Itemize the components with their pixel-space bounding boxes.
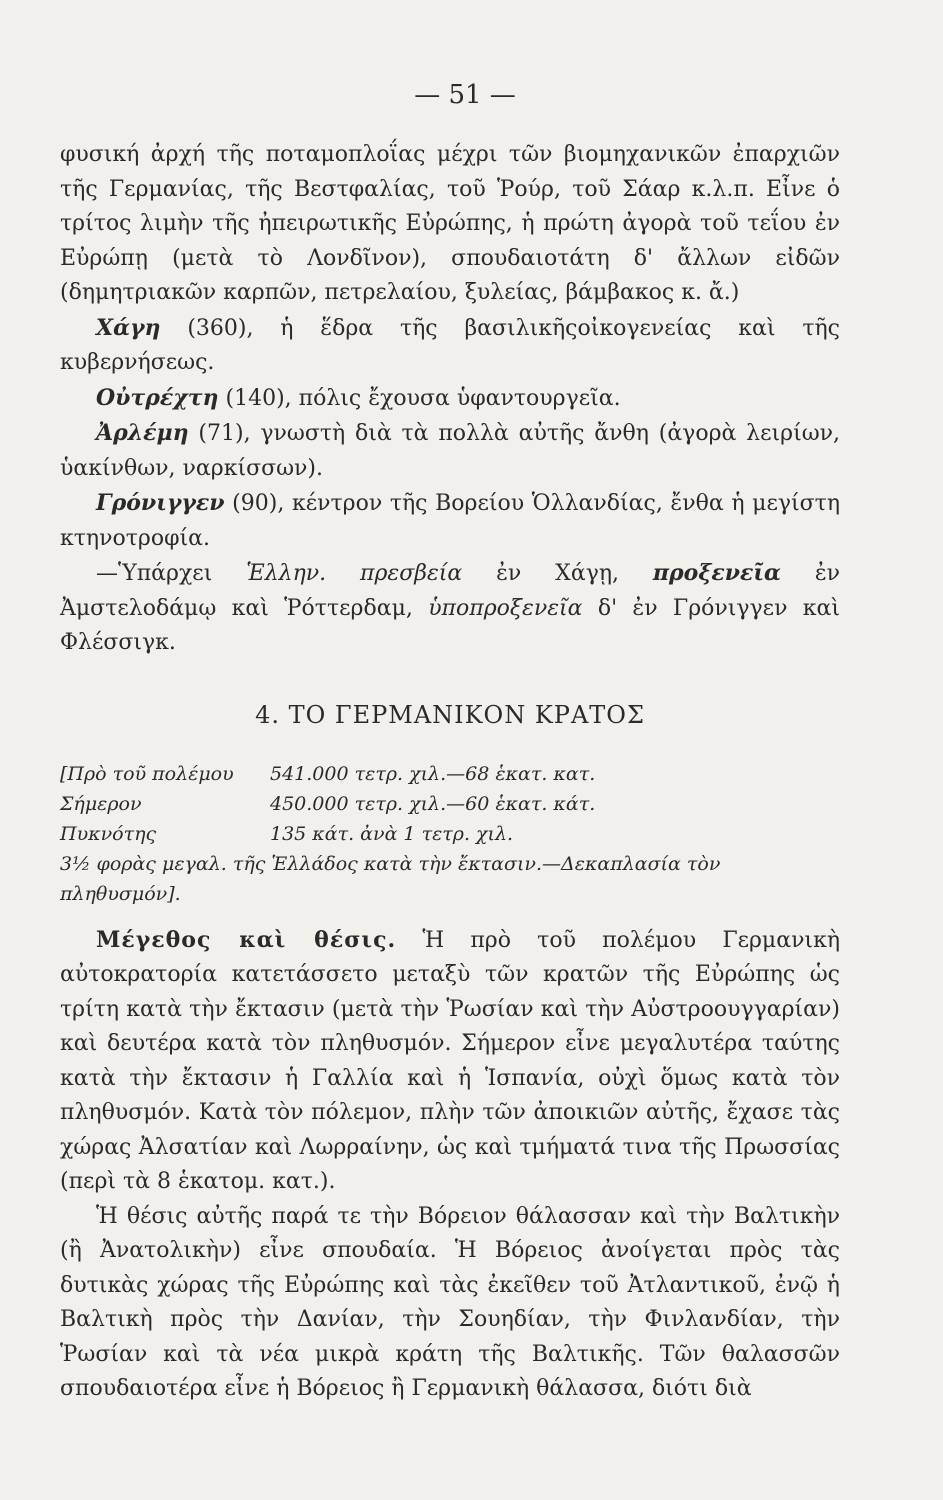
consulate-paragraph <box>60 556 840 661</box>
embassy-text: Ἑλλην. πρεσβεία <box>246 561 463 586</box>
stats-value: 541.000 τετρ. χιλ.—68 ἑκατ. κατ. <box>270 762 596 785</box>
city-name: Ἀρλέμη <box>96 420 189 446</box>
city-description: (90), κέντρον τῆς Βορείου Ὁλλανδίας, ἔνθα ἡ μεγίστη κτηνοτροφία. <box>60 491 840 551</box>
city-name: Γρόνιγγεν <box>96 490 225 516</box>
city-entry-utrecht <box>60 381 840 417</box>
book-page <box>60 80 840 1407</box>
city-entry-groningen <box>60 486 840 556</box>
section-heading: 4. ΤΟ ΓΕΡΜΑΝΙΚΟΝ ΚΡΑΤΟΣ <box>255 700 645 729</box>
stats-label: [Πρὸ τοῦ πολέμου <box>60 762 234 785</box>
stats-row <box>60 789 840 819</box>
consul-text: προξενεῖα <box>652 560 781 586</box>
stats-value: 450.000 τετρ. χιλ.—60 ἑκατ. κάτ. <box>270 792 596 815</box>
city-description: (140), πόλις ἔχουσα ὑφαντουργεῖα. <box>218 385 621 411</box>
size-paragraph <box>60 923 840 1200</box>
stats-row <box>60 759 840 789</box>
spacer <box>60 909 840 923</box>
city-entry-hague <box>60 311 840 381</box>
intro-paragraph: φυσική ἀρχή τῆς ποταμοπλοΐας μέχρι τῶν βιομηχανικῶν ἐπαρχιῶν τῆς Γερμανίας, τῆς Βεστφαλίας, τοῦ Ῥούρ, τοῦ Σάαρ κ.λ.π. Εἶνε ὁ τρίτος λιμὴν τῆς ἠπειρωτικῆς Εὐρώπης, ἡ πρώτη ἀγορὰ τοῦ τεΐου ἐν Εὐρώπῃ (μετὰ τὸ Λονδῖνον), σπουδαιοτάτη δ' ἄλλων εἰδῶν (δημητριακῶν καρπῶν, πετρελαίου, ξυλείας, βάμβακος κ. ἄ.) <box>60 142 840 305</box>
city-name: Οὐτρέχτη <box>96 384 219 411</box>
city-description: (71), γνωστὴ διὰ τὰ πολλὰ αὐτῆς ἄνθη (ἀγορὰ λειρίων, ὑακίνθων, ναρκίσσων). <box>60 421 840 481</box>
stats-value: 135 κάτ. ἀνὰ 1 τετρ. χιλ. <box>270 822 514 845</box>
page-number: — 51 — <box>414 80 516 110</box>
city-entry-haarlem <box>60 416 840 486</box>
consulate-end: δ' ἐν Γρόνιγγεν καὶ Φλέσσιγκ. <box>60 595 840 655</box>
stats-label: Σήμερον <box>60 792 142 815</box>
stats-ratio: 3½ φορὰς μεγαλ. τῆς Ἑλλάδος κατὰ τὴν ἔκτασιν.—Δεκαπλασία τὸν πληθυσμόν]. <box>60 852 721 905</box>
consulate-mid2: ἐν Ἀμστελοδάμῳ καὶ Ῥόττερδαμ, <box>60 561 840 621</box>
stats-label: Πυκνότης <box>60 822 157 845</box>
city-name: Χάγη <box>96 314 161 341</box>
position-paragraph: Ἡ θέσις αὐτῆς παρά τε τὴν Βόρειον θάλασσαν καὶ τὴν Βαλτικὴν (ἢ Ἀνατολικὴν) εἶνε σπουδαία. Ἡ Βόρειος ἀνοίγεται πρὸς τὰς δυτικὰς χώρας τῆς Εὐρώπης καὶ τὰς ἐκεῖθεν τοῦ Ἀτλαντικοῦ, ἐνῷ ἡ Βαλτικὴ πρὸς τὴν Δανίαν, τὴν Σουηδίαν, τὴν Φινλανδίαν, τὴν Ῥωσίαν καὶ τὰ νέα μικρὰ κράτη τῆς Βαλτικῆς. Τῶν θαλασσῶν σπουδαιοτέρα εἶνε ἡ Βόρειος ἢ Γερμανικὴ θάλασσα, διότι διὰ <box>60 1203 840 1401</box>
size-heading: Μέγεθος καὶ θέσις. <box>96 926 397 953</box>
city-description: (360), ἡ ἕδρα τῆς βασιλικῆςοἰκογενείας καὶ τῆς κυβερνήσεως. <box>60 315 840 375</box>
consulate-lead: —Ὑπάρχει <box>96 561 247 586</box>
size-text: Ἡ πρὸ τοῦ πολέμου Γερμανικὴ αὐτοκρατορία κατετάσσετο μεταξὺ τῶν κρατῶν τῆς Εὐρώπης ὡς τρίτη κατὰ τὴν ἔκτασιν (μετὰ τὴν Ῥωσίαν καὶ τὴν Αὐστροουγγαρίαν) καὶ δευτέρα κατὰ τὸν πληθυσμόν. Σήμερον εἶνε μεγαλυτέρα ταύτης κατὰ τὴν ἔκτασιν ἡ Γαλλία καὶ ἡ Ἱσπανία, οὐχὶ ὅμως κατὰ τὸν πληθυσμόν. Κατὰ τὸν πόλεμον, πλὴν τῶν ἀποικιῶν αὐτῆς, ἔχασε τὰς χώρας Ἀλσατίαν καὶ Λωρραίνην, ὡς καὶ τμήματά τινα τῆς Πρωσσίας (περὶ τὰ 8 ἑκατομ. κατ.). <box>60 927 840 1194</box>
stats-block <box>60 759 840 909</box>
vice-consul-text: ὑποπροξενεῖα <box>428 595 583 621</box>
stats-row <box>60 819 840 849</box>
consulate-mid1: ἐν Χάγῃ, <box>462 561 653 586</box>
